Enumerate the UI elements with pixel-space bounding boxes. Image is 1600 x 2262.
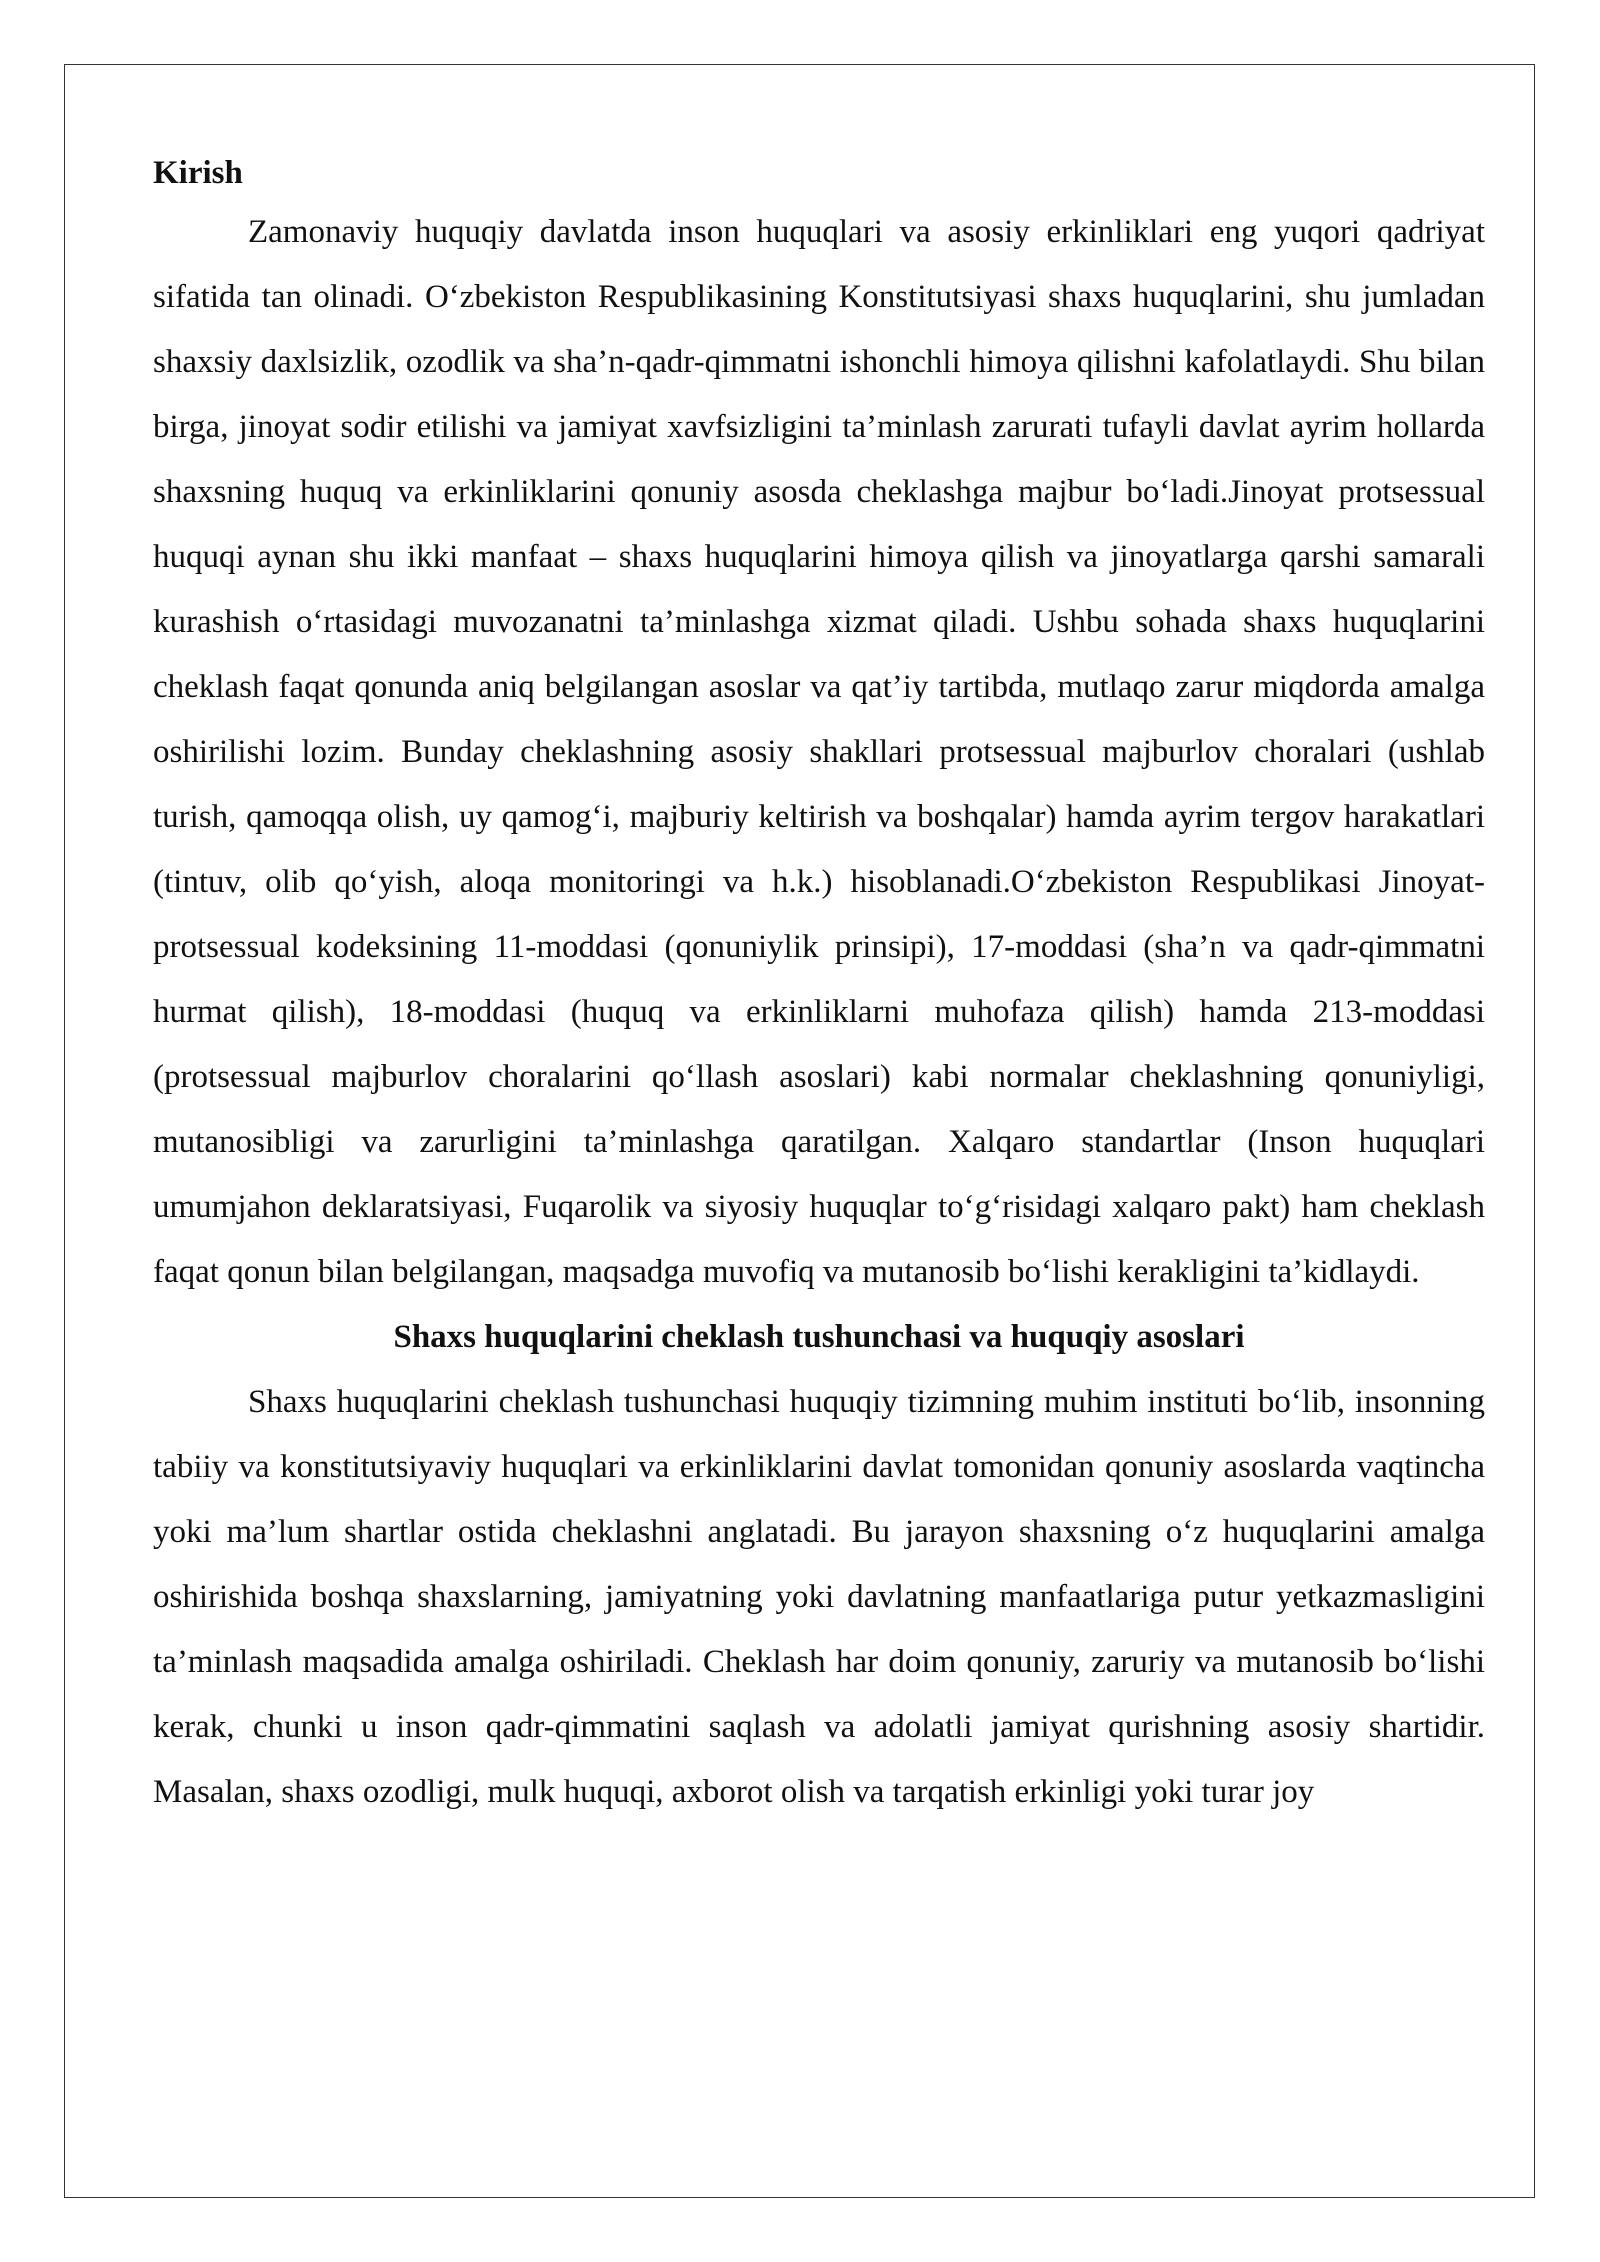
document-body	[153, 146, 1485, 1825]
section-paragraph: Shaxs huquqlarini cheklash tushunchasi huquqiy tizimning muhim instituti bo‘lib, insonning tabiiy va konstitutsiyaviy huquqlari va erkinliklarini davlat tomonidan qonuniy asoslarda vaqtincha yoki ma’lum shartlar ostida cheklashni anglatadi. Bu jarayon shaxsning o‘z huquqlarini amalga oshirishida boshqa shaxslarning, jamiyatning yoki davlatning manfaatlariga putur yetkazmasligini ta’minlash maqsadida amalga oshiriladi. Cheklash har doim qonuniy, zaruriy va mutanosib bo‘lishi kerak, chunki u inson qadr-qimmatini saqlash va adolatli jamiyat qurishning asosiy shartidir. Masalan, shaxs ozodligi, mulk huquqi, axborot olish va tarqatish erkinligi yoki turar joy	[153, 1384, 1485, 1810]
intro-paragraph: Zamonaviy huquqiy davlatda inson huquqlari va asosiy erkinliklari eng yuqori qadriyat sifatida tan olinadi. O‘zbekiston Respublikasining Konstitutsiyasi shaxs huquqlarini, shu jumladan shaxsiy daxlsizlik, ozodlik va sha’n-qadr-qimmatni ishonchli himoya qilishni kafolatlaydi. Shu bilan birga, jinoyat sodir etilishi va jamiyat xavfsizligini ta’minlash zarurati tufayli davlat ayrim hollarda shaxsning huquq va erkinliklarini qonuniy asosda cheklashga majbur bo‘ladi.Jinoyat protsessual huquqi aynan shu ikki manfaat – shaxs huquqlarini himoya qilish va jinoyatlarga qarshi samarali kurashish o‘rtasidagi muvozanatni ta’minlashga xizmat qiladi. Ushbu sohada shaxs huquqlarini cheklash faqat qonunda aniq belgilangan asoslar va qat’iy tartibda, mutlaqo zarur miqdorda amalga oshirilishi lozim. Bunday cheklashning asosiy shakllari protsessual majburlov choralari (ushlab turish, qamoqqa olish, uy qamog‘i, majburiy keltirish va boshqalar) hamda ayrim tergov harakatlari (tintuv, olib qo‘yish, aloqa monitoringi va h.k.) hisoblanadi.O‘zbekiston Respublikasi Jinoyat-protsessual kodeksining 11-moddasi (qonuniylik prinsipi), 17-moddasi (sha’n va qadr-qimmatni hurmat qilish), 18-moddasi (huquq va erkinliklarni muhofaza qilish) hamda 213-moddasi (protsessual majburlov choralarini qo‘llash asoslari) kabi normalar cheklashning qonuniyligi, mutanosibligi va zarurligini ta’minlashga qaratilgan. Xalqaro standartlar (Inson huquqlari umumjahon deklaratsiyasi, Fuqarolik va siyosiy huquqlar to‘g‘risidagi xalqaro pakt) ham cheklash faqat qonun bilan belgilangan, maqsadga muvofiq va mutanosib bo‘lishi kerakligini ta’kidlaydi.	[153, 214, 1485, 1290]
intro-heading: Kirish	[153, 155, 243, 191]
section-title: Shaxs huquqlarini cheklash tushunchasi va huquqiy asoslari	[393, 1319, 1245, 1355]
